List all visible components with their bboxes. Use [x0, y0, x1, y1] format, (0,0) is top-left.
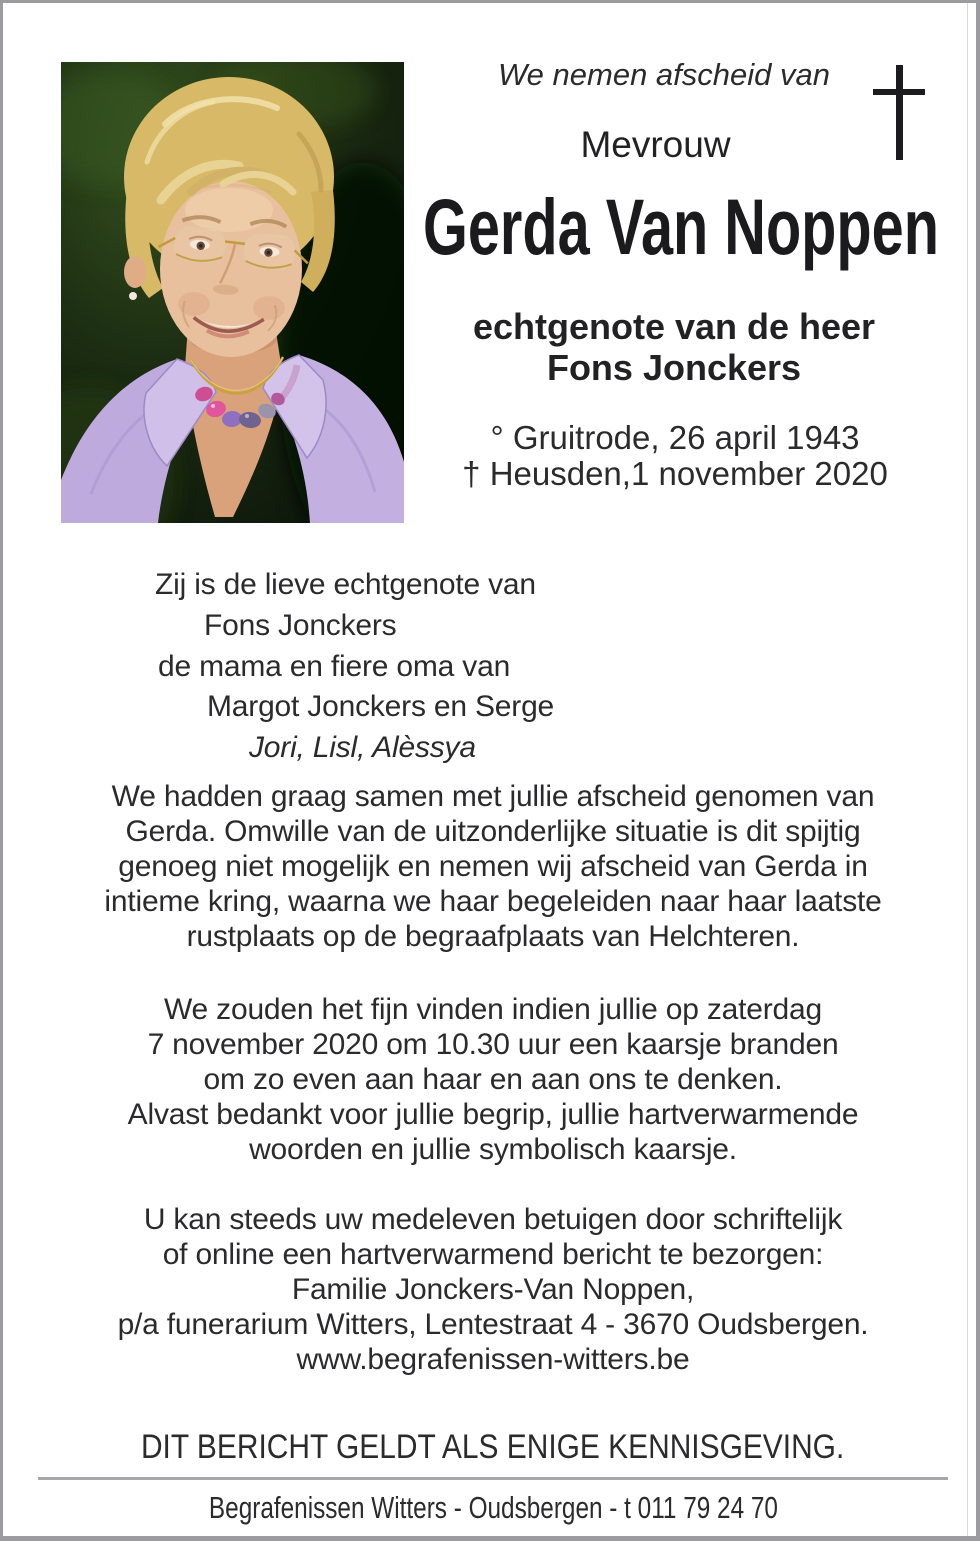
- relation-line-2: Fons Jonckers: [546, 347, 802, 388]
- dates-block: [403, 420, 947, 492]
- notice-line: [3, 1428, 980, 1467]
- birth-line: ° Gruitrode, 26 april 1943: [490, 419, 860, 456]
- paragraph-candle: [3, 992, 980, 1167]
- paragraph-line: intieme kring, waarna we haar begeleiden naar haar laatste: [104, 885, 882, 918]
- death-line: † Heusden,1 november 2020: [462, 455, 888, 492]
- family-line: de mama en fiere oma van: [158, 649, 511, 683]
- portrait-photo: [61, 62, 404, 523]
- memorial-card: [3, 3, 976, 1536]
- footer-text: Begrafenissen Witters - Oudsbergen - t 011 79 24 70: [208, 1490, 778, 1525]
- notice-text: DIT BERICHT GELDT ALS ENIGE KENNISGEVING.: [141, 1428, 845, 1466]
- paragraph-line: Familie Jonckers-Van Noppen,: [291, 1273, 695, 1306]
- paragraph-condolences: [3, 1202, 980, 1377]
- family-line: Jori, Lisl, Alèssya: [249, 731, 476, 765]
- relation-line-1: echtgenote van de heer: [472, 306, 876, 347]
- portrait-photo-image: [61, 62, 404, 523]
- family-block: [3, 565, 980, 769]
- paragraph-line: genoeg niet mogelijk en nemen wij afscheid van Gerda in: [118, 850, 868, 883]
- paragraph-line: U kan steeds uw medeleven betuigen door schriftelijk: [143, 1203, 843, 1236]
- footer-line: [3, 1490, 980, 1526]
- paragraph-line: Gerda. Omwille van de uitzonderlijke situatie is dit spijtig: [125, 815, 861, 848]
- family-line: Margot Jonckers en Serge: [207, 690, 555, 724]
- separator-line: [38, 1477, 948, 1480]
- intro-line: We nemen afscheid van: [497, 57, 830, 92]
- paragraph-line: of online een hartverwarmend bericht te bezorgen:: [162, 1238, 824, 1271]
- paragraph-line: woorden en jullie symbolisch kaarsje.: [249, 1133, 737, 1166]
- paragraph-line: 7 november 2020 om 10.30 uur een kaarsje branden: [147, 1028, 839, 1061]
- salutation: Mevrouw: [580, 124, 731, 165]
- relation-block: [403, 306, 945, 388]
- deceased-name: Gerda Van Noppen: [423, 182, 939, 271]
- deceased-name-wrap: [423, 182, 980, 271]
- paragraph-line: rustplaats op de begraafplaats van Helchteren.: [186, 920, 800, 953]
- paragraph-line: www.begrafenissen-witters.be: [296, 1343, 690, 1376]
- paragraph-line: Alvast bedankt voor jullie begrip, jullie hartverwarmende: [127, 1098, 859, 1131]
- paragraph-line: p/a funerarium Witters, Lentestraat 4 - 3670 Oudsbergen.: [117, 1308, 869, 1341]
- family-line: Zij is de lieve echtgenote van: [155, 568, 536, 601]
- cross-horizontal-bar: [873, 89, 925, 95]
- paragraph-line: om zo even aan haar en aan ons te denken.: [203, 1063, 783, 1096]
- paragraph-line: We zouden het fijn vinden indien jullie op zaterdag: [163, 993, 823, 1026]
- paragraph-line: We hadden graag samen met jullie afscheid genomen van: [111, 780, 875, 813]
- paragraph-farewell: [3, 779, 980, 954]
- family-line: Fons Jonckers: [204, 608, 397, 642]
